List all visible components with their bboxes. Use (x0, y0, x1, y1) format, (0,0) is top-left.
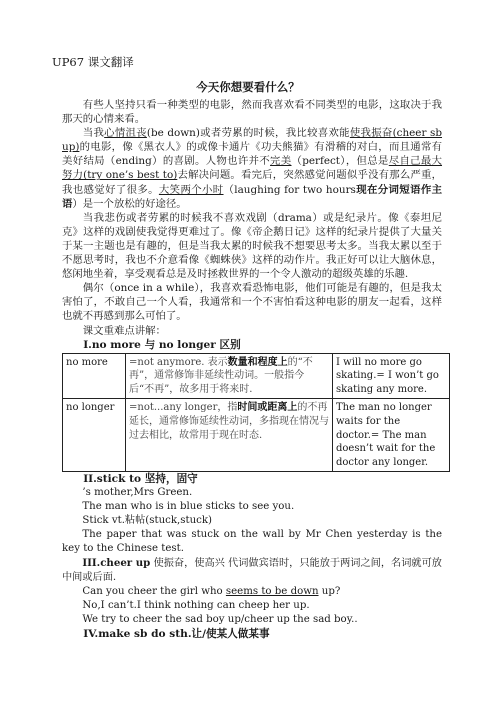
example-line: We try to cheer the sad boy up/cheer up the sad boy.. (82, 614, 358, 626)
emphasis: 时间或距离上 (237, 402, 298, 414)
table-cell-description (126, 399, 333, 472)
document-id: UP67 课文翻译 (52, 55, 134, 69)
emphasis: 数量和程度上 (227, 356, 288, 368)
example-line: ’s mother,Mrs Green. (82, 487, 193, 499)
text: Can you cheer the girl who (82, 586, 226, 598)
underlined-phrase: 尽自己最大努力(try one’s best to) (62, 155, 443, 182)
notes-label: 课文重难点讲解： (82, 324, 166, 337)
section-3-heading: III.cheer up (82, 557, 151, 570)
text: 的“不再”，通常修饰非延续性动词。一般指今后“不再”，故多用于将来时. (129, 356, 313, 395)
section-1-title: I.no more 与 no longer 区别 (83, 338, 241, 351)
example-line: Stick vt.粘帖(stuck,stuck) (82, 515, 213, 527)
paragraph-4: 偶尔（once in a while），我喜欢看恐怖电影，他们可能是有趣的，但是我太害怕了，不敢自己一个人看，我通常和一个不害怕看这种电影的朋友一起看，这样也就不再感到那么可怕了。 (62, 282, 442, 323)
paragraph-3: 当我悲伤或者劳累的时候我不喜欢戏剧（drama）或是纪录片。像《泰坦尼克》这样的戏剧使我觉得更难过了。像《帝企鹅日记》这样的纪录片提供了大量关于某一主题也是有趣的，但是当我太累的时候我不想要思考太多。当我太累以至于不愿思考时，我也不介意看像《蜘蛛侠》这样的动作片。我正好可以让大脑休息，悠闲地坐着，享受观看总是及时拯救世界的一个令人激动的超级英雄的乐趣. (62, 211, 442, 281)
text: 的电影，像《黑衣人》的或像卡通片《功夫熊猫》有滑稽的对白，而且通常有美好结局（ending）的喜剧。人物也许并不 (62, 141, 442, 168)
text: ）是一个放松的好途径。 (72, 197, 187, 210)
table-row (63, 353, 450, 399)
section-2-title: II.stick to 坚持，固守 (83, 473, 198, 486)
underlined-phrase: 使我振奋(cheer sb up) (62, 127, 443, 154)
text: （perfect），但总是 (291, 155, 389, 168)
example-line: The paper that was stuck on the wall by Mr Chen yesterday is the key to the Chinese test. (62, 529, 442, 555)
paragraph-2 (62, 126, 442, 211)
text: 去解决问题。看完后，突然感觉问题似乎没有那么严重，我也感觉好了很多。 (62, 169, 442, 196)
comparison-table (62, 353, 450, 473)
example-line (62, 585, 442, 599)
underlined-phrase: 心情沮丧 (104, 127, 147, 140)
table-cell-term: no longer (63, 399, 126, 472)
table-row (63, 399, 450, 472)
page-title: 今天你想要看什么？ (196, 80, 300, 94)
section-3-title (62, 556, 442, 585)
text: =not...any longer，指 (129, 402, 238, 414)
document-body (62, 98, 442, 641)
paragraph-1: 有些人坚持只看一种类型的电影，然而我喜欢看不同类型的电影，这取决于我那天的心情来看。 (62, 99, 442, 126)
grammar-note: 现在分词短语作主语 (62, 183, 443, 210)
table-cell-term: no more (63, 353, 126, 399)
example-line: No,I can’t.I think nothing can cheep her up. (82, 600, 310, 612)
text: 当我 (82, 127, 105, 140)
underlined-phrase: 大笑两个小时 (158, 183, 224, 196)
text: =not anymore. 表示 (129, 356, 228, 368)
text: （laughing for two hours (223, 183, 356, 196)
text: (be down)或者劳累的时候，我比较喜欢能 (146, 127, 350, 140)
section-4-title: IV.make sb do sth.让/使某人做某事 (83, 628, 270, 641)
table-cell-example: I will no more go skating.= I won’t go skating any more. (333, 353, 450, 399)
table-cell-description (126, 353, 333, 399)
table-cell-example: The man no longer waits for the doctor.= The man doesn’t wait for the doctor any longer. (333, 399, 450, 472)
text: up? (318, 586, 341, 598)
text: 使振奋，使高兴 代词做宾语时，只能放于两词之间，名词就可放中间或后面. (62, 558, 442, 584)
underlined-phrase: 完美 (270, 155, 292, 168)
text: 的不再延长，通常修饰延续性动词，多指现在情况与过去相比，故常用于现在时态. (129, 402, 329, 441)
underlined-phrase: seems to be down (225, 586, 319, 598)
example-line: The man who is in blue sticks to see you. (82, 501, 295, 513)
